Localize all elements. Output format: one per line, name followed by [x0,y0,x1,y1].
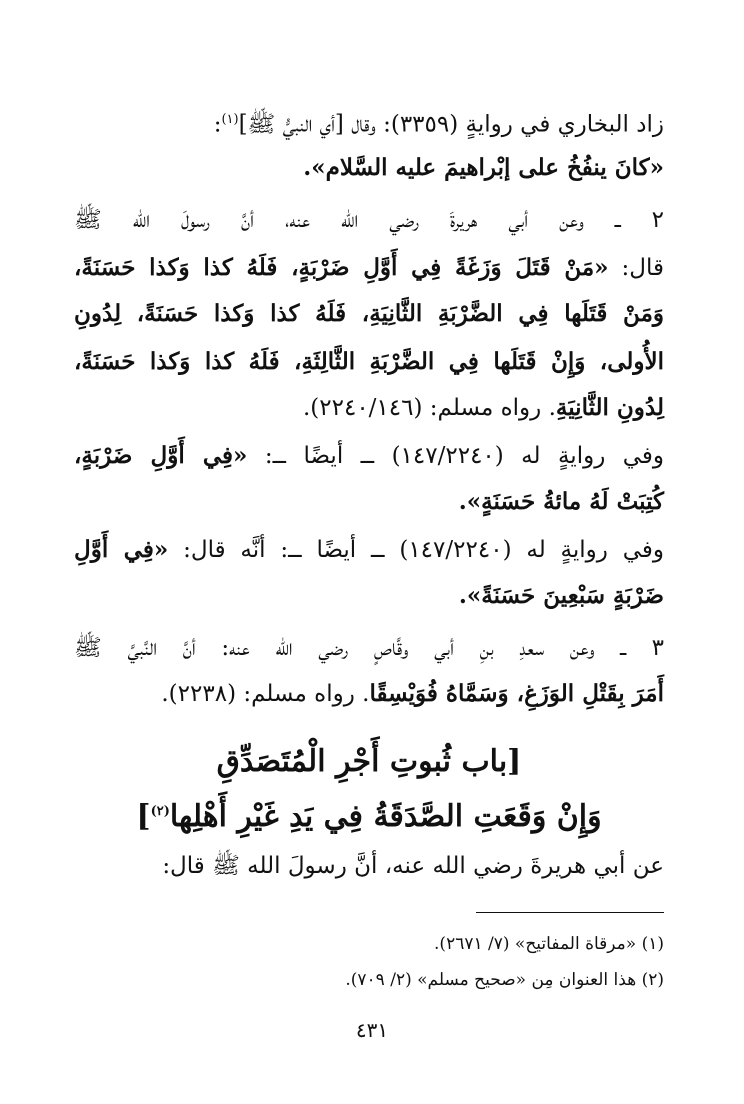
hadith-3-line-1: ٣ ــ وعن سعدِ بنِ أبي وقَّاصٍ رضي الله عنه: أنَّ النَّبيَّ ﷺ [74,635,664,661]
text-line-1: زاد البخاري في روايةٍ (٣٣٥٩): وقال [أي النبيُّ ﷺ]$^{(١)}$: [213,111,664,138]
hadith-2-line-4: لِدُونِ الثَّانِيَةِ. رواه مسلم: (٢٢٤٠/١٤٦). [302,394,664,421]
footnote-1: (١) «مرقاة المفاتيح» (٧/ ٢٦٧١). [434,934,664,954]
variant-2-line-1: وفي روايةٍ له (١٤٧/٢٢٤٠) ــ أيضًا ــ: أنَّه قال: «فِي أَوَّلِ [74,536,664,563]
hadith-4-intro: عن أبي هريرةَ رضي الله عنه، أنَّ رسولَ الله ﷺ قال: [162,853,664,879]
hadith-2-line-2: وَمَنْ قَتَلَها فِي الضَّرْبَةِ الثَّانِيَةِ، فَلَهُ كذا وَكذا حَسَنَةً، لِدُونِ [74,300,664,327]
footnote-ref-2: (٢) [150,804,170,819]
footnote-2: (٢) هذا العنوان مِن «صحيح مسلم» (٢/ ٧٠٩). [345,970,664,990]
hadith-2-line-1: قال: «مَنْ قَتَلَ وَزَغَةً فِي أَوَّلِ ضَرْبَةٍ، فَلَهُ كذا وَكذا حَسَنَةً، [74,254,665,281]
variant-1-line-2: كُتِبَتْ لَهُ مائةُ حَسَنَةٍ». [458,488,664,515]
hadith-2-line-3: الأُولى، وَإِنْ قَتَلَها فِي الضَّرْبَةِ الثَّالِثَةِ، فَلَهُ كذا وَكذا حَسَنَةً، [74,348,664,375]
hadith-3-line-2: أَمَرَ بِقَتْلِ الوَزَغِ، وَسَمَّاهُ فُوَيْسِقًا. رواه مسلم: (٢٢٣٨). [161,680,664,707]
hadith-2-intro: ٢ ــ وعن أبي هريرةَ رضي الله عنه، أنَّ رسولَ الله ﷺ [74,207,664,233]
chapter-heading-line-2: وَإِنْ وَقَعَتِ الصَّدَقَةُ فِي يَدِ غَيْرِ أَهْلِها$^{(٢)}$] [136,799,602,834]
page-number: ٤٣١ [355,1018,389,1042]
chapter-heading-line-1: [باب ثُبوتِ أَجْرِ الْمُتَصَدِّقِ [216,744,522,779]
footnote-separator [476,912,664,913]
variant-1-line-1: وفي روايةٍ له (١٤٧/٢٢٤٠) ــ أيضًا ــ: «فِي أَوَّلِ ضَرْبَةٍ، [74,442,664,469]
hadith-quote-1: «كانَ ينفُخُ على إبْراهيمَ عليه السَّلام». [303,154,664,181]
variant-2-line-2: ضَرْبَةٍ سَبْعِينَ حَسَنَةً». [458,582,664,609]
footnote-ref-1: (١) [221,112,239,127]
